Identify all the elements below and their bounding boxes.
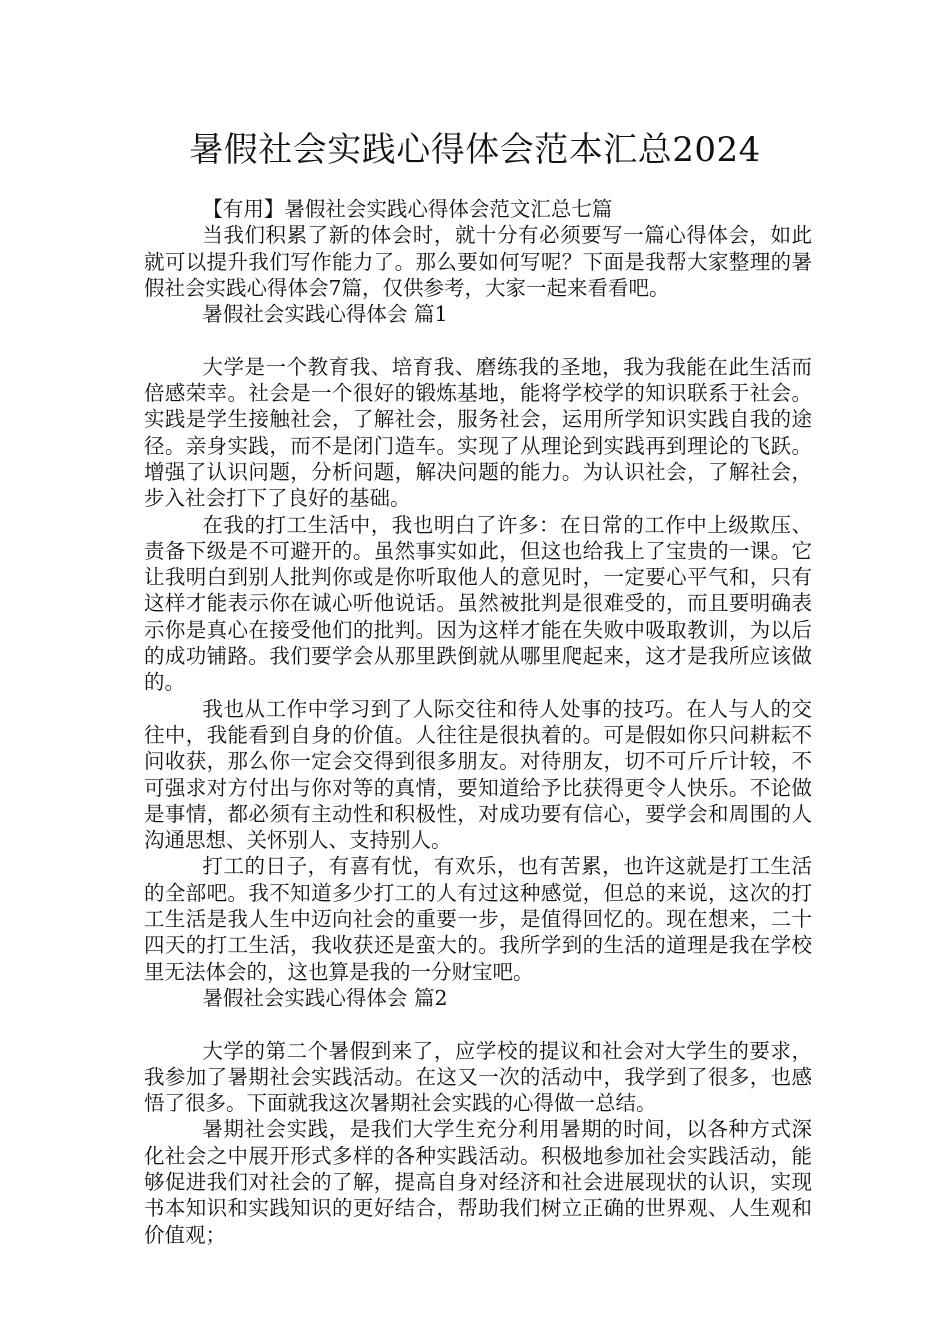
document-title: 暑假社会实践心得体会范本汇总2024 bbox=[189, 130, 761, 170]
paragraph: 打工的日子，有喜有忧，有欢乐，也有苦累，也许这就是打工生活的全部吧。我不知道多少打工的人有过这种感觉，但总的来说，这次的打工生活是我人生中迈向社会的重要一步，是值得回忆的。现在想来，二十四天的打工生活，我收获还是蛮大的。我所学到的生活的道理是我在学校里无法体会的，这也算是我的一分财宝吧。 bbox=[144, 854, 812, 984]
paragraph: 我也从工作中学习到了人际交往和待人处事的技巧。在人与人的交往中，我能看到自身的价值。人往往是很执着的。可是假如你只问耕耘不问收获，那么你一定会交得到很多朋友。对待朋友，切不可斤斤计较，不可强求对方付出与你对等的真情，要知道给予比获得更令人快乐。不论做是事情，都必须有主动性和积极性，对成功要有信心，要学会和周围的人沟通思想、关怀别人、支持别人。 bbox=[144, 696, 812, 853]
document-body bbox=[144, 196, 812, 1248]
paragraph: 大学的第二个暑假到来了，应学校的提议和社会对大学生的要求，我参加了暑期社会实践活动。在这又一次的活动中，我学到了很多，也感悟了很多。下面就我这次暑期社会实践的心得做一总结。 bbox=[144, 1038, 812, 1116]
intro-paragraph: 当我们积累了新的体会时，就十分有必须要写一篇心得体会，如此就可以提升我们写作能力了。那么要如何写呢？下面是我帮大家整理的暑假社会实践心得体会7篇，仅供参考，大家一起来看看吧。 bbox=[144, 223, 812, 300]
paragraph: 大学是一个教育我、培育我、磨练我的圣地，我为我能在此生活而倍感荣幸。社会是一个很好的锻炼基地，能将学校学的知识联系于社会。实践是学生接触社会，了解社会，服务社会，运用所学知识实践自我的途径。亲身实践，而不是闭门造车。实现了从理论到实践再到理论的飞跃。增强了认识问题，分析问题，解决问题的能力。为认识社会，了解社会，步入社会打下了良好的基础。 bbox=[144, 354, 812, 511]
subheading: 【有用】暑假社会实践心得体会范文汇总七篇 bbox=[202, 197, 613, 221]
paragraph: 在我的打工生活中，我也明白了许多：在日常的工作中上级欺压、责备下级是不可避开的。虽然事实如此，但这也给我上了宝贵的一课。它让我明白到别人批判你或是你听取他人的意见时，一定要心平气和，只有这样才能表示你在诚心听他说话。虽然被批判是很难受的，而且要明确表示你是真心在接受他们的批判。因为这样才能在失败中吸取教训，为以后的成功铺路。我们要学会从那里跌倒就从哪里爬起来，这才是我所应该做的。 bbox=[144, 512, 812, 695]
section-heading-1: 暑假社会实践心得体会 篇1 bbox=[202, 302, 448, 327]
section-heading-2: 暑假社会实践心得体会 篇2 bbox=[202, 985, 448, 1010]
paragraph: 暑期社会实践，是我们大学生充分利用暑期的时间，以各种方式深化社会之中展开形式多样的各种实践活动。积极地参加社会实践活动，能够促进我们对社会的了解，提高自身对经济和社会进展现状的认识，实现书本知识和实践知识的更好结合，帮助我们树立正确的世界观、人生观和价值观； bbox=[144, 1117, 812, 1247]
